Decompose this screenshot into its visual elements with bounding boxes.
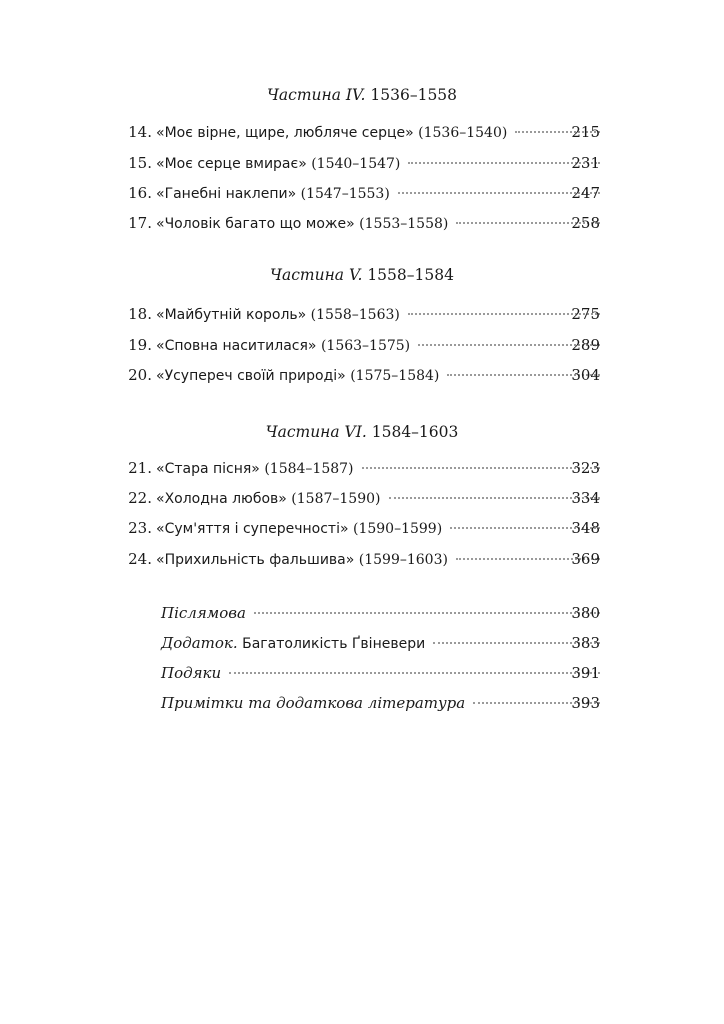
chapter-years: (1590–1599): [348, 521, 443, 537]
toc-entry-notes[interactable]: [0, 692, 724, 714]
part-label: Частина IV.: [266, 86, 366, 104]
page-number: 289: [571, 336, 600, 354]
part-heading-vi: [0, 423, 724, 441]
chapter-years: (1547–1553): [296, 186, 390, 202]
chapter-number: 19.: [128, 336, 152, 354]
toc-entry[interactable]: [0, 457, 724, 479]
part-heading-iv: [0, 86, 724, 104]
chapter-years: (1553–1558): [354, 216, 449, 232]
chapter-title: «Холодна любов»: [156, 491, 287, 507]
page-number: 215: [571, 123, 600, 141]
entry-label: Додаток.: [161, 634, 238, 652]
chapter-title: «Сум'яття і суперечності»: [156, 521, 349, 537]
toc-entry-acknowledgements[interactable]: [0, 662, 724, 684]
chapter-title: «Усупереч своїй природі»: [156, 368, 346, 384]
chapter-title: «Моє серце вмирає»: [156, 156, 307, 172]
page-number: 383: [571, 634, 600, 652]
chapter-title: «Моє вірне, щире, любляче серце»: [156, 125, 414, 141]
chapter-number: 14.: [128, 123, 152, 141]
chapter-years: (1563–1575): [316, 338, 411, 354]
page-number: 334: [571, 489, 600, 507]
toc-entry[interactable]: [0, 548, 724, 570]
page-number: 247: [571, 184, 600, 202]
entry-label: Післямова: [161, 604, 246, 622]
page-number: 348: [571, 519, 600, 537]
chapter-years: (1540–1547): [306, 156, 401, 172]
dot-leader: [398, 192, 600, 194]
chapter-title: «Стара пісня»: [156, 461, 260, 477]
entry-label: Подяки: [161, 664, 222, 682]
chapter-number: 18.: [128, 305, 152, 323]
dot-leader: [362, 467, 600, 469]
part-label: Частина V.: [270, 266, 363, 284]
chapter-title: «Ганебні наклепи»: [156, 186, 297, 202]
chapter-years: (1536–1540): [413, 125, 508, 141]
page-number: 369: [571, 550, 600, 568]
page-number: 258: [571, 214, 600, 232]
chapter-number: 22.: [128, 489, 152, 507]
toc-entry[interactable]: [0, 364, 724, 386]
chapter-years: (1575–1584): [345, 368, 440, 384]
page-number: 391: [571, 664, 600, 682]
toc-entry[interactable]: [0, 487, 724, 509]
dot-leader: [254, 612, 600, 614]
toc-entry-afterword[interactable]: [0, 602, 724, 624]
toc-entry-appendix[interactable]: [0, 632, 724, 654]
part-years: 1536–1558: [365, 86, 458, 104]
chapter-number: 23.: [128, 519, 152, 537]
page-number: 275: [571, 305, 600, 323]
toc-entry[interactable]: [0, 303, 724, 325]
part-label: Частина VI.: [265, 423, 367, 441]
chapter-number: 16.: [128, 184, 152, 202]
page-number: 380: [571, 604, 600, 622]
page-number: 323: [571, 459, 600, 477]
chapter-title: «Чоловік багато що може»: [156, 216, 355, 232]
toc-entry[interactable]: [0, 334, 724, 356]
chapter-years: (1587–1590): [286, 491, 381, 507]
chapter-years: (1599–1603): [354, 552, 448, 568]
toc-entry[interactable]: [0, 121, 724, 143]
toc-entry[interactable]: [0, 152, 724, 174]
entry-title: Багатоликість Ґвіневери: [237, 636, 426, 652]
dot-leader: [229, 672, 600, 674]
part-years: 1584–1603: [366, 423, 459, 441]
chapter-number: 15.: [128, 154, 152, 172]
dot-leader: [389, 497, 601, 499]
page-number: 304: [571, 366, 600, 384]
part-heading-v: [0, 266, 724, 284]
chapter-title: «Прихильність фальшива»: [156, 552, 355, 568]
chapter-years: (1558–1563): [306, 307, 400, 323]
chapter-number: 20.: [128, 366, 152, 384]
toc-entry[interactable]: [0, 182, 724, 204]
page-number: 231: [571, 154, 600, 172]
chapter-number: 24.: [128, 550, 152, 568]
toc-entry[interactable]: [0, 212, 724, 234]
page-number: 393: [571, 694, 600, 712]
chapter-title: «Майбутній король»: [156, 307, 307, 323]
chapter-number: 17.: [128, 214, 152, 232]
entry-label: Примітки та додаткова література: [161, 694, 466, 712]
chapter-number: 21.: [128, 459, 152, 477]
chapter-title: «Сповна наситилася»: [156, 338, 317, 354]
part-years: 1558–1584: [362, 266, 454, 284]
toc-entry[interactable]: [0, 517, 724, 539]
chapter-years: (1584–1587): [259, 461, 354, 477]
